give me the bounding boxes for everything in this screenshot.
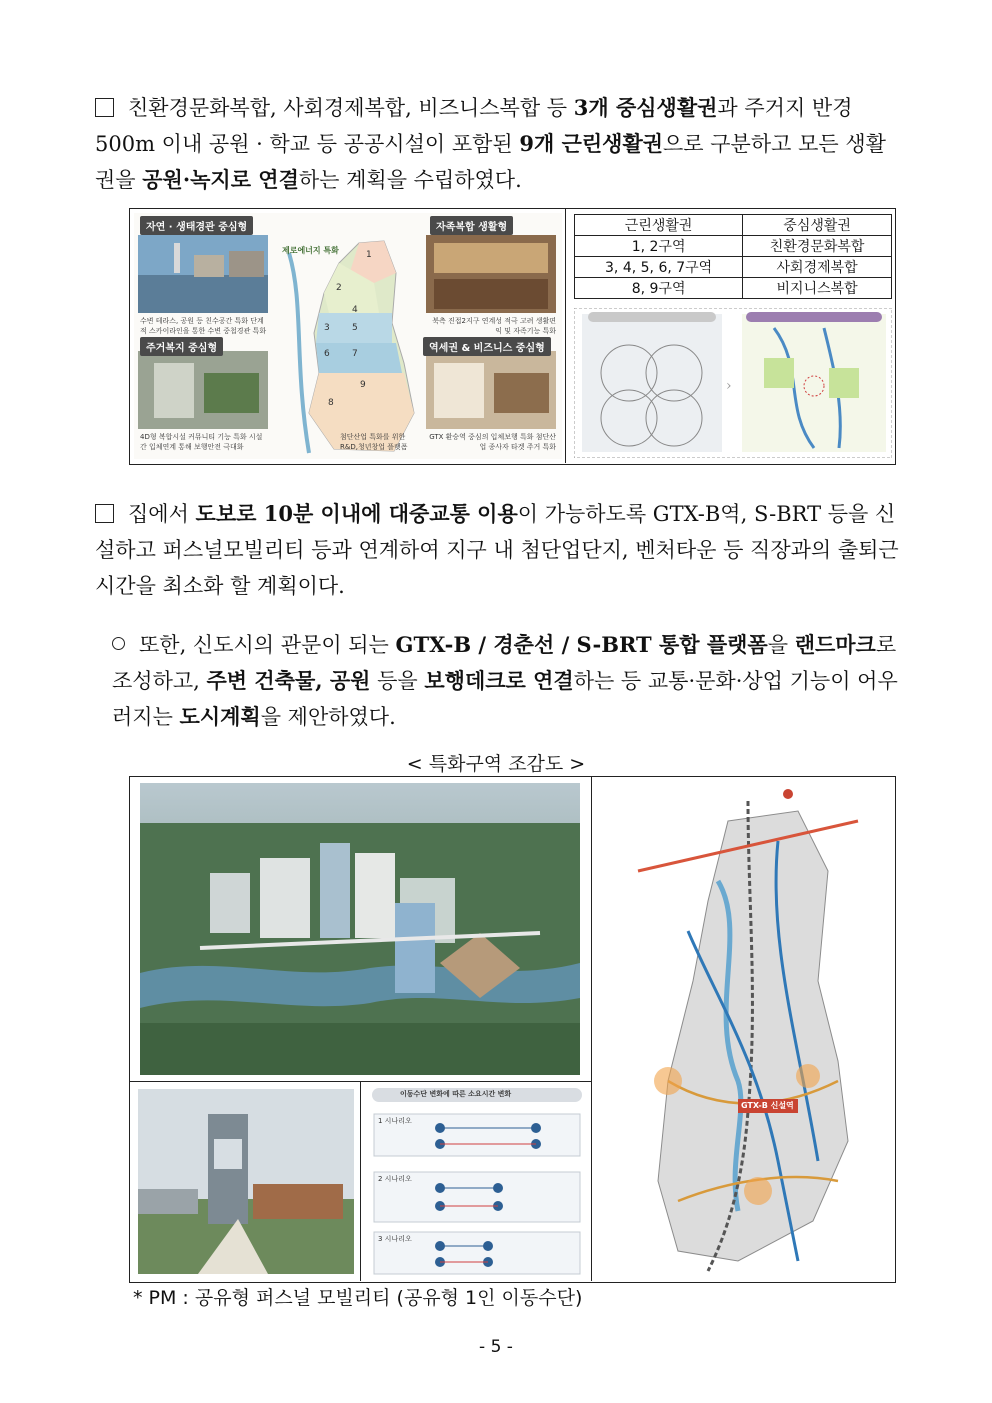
- bold-text: 9개 근린생활권: [519, 131, 664, 156]
- circle-bullet-icon: [112, 637, 125, 650]
- zone-num-2: 2: [336, 283, 342, 293]
- landmark-rendering-image: [138, 1089, 354, 1274]
- table-cell: 1, 2구역: [575, 236, 743, 257]
- bold-text: 공원·녹지로 연결: [142, 167, 299, 192]
- figure-divider: [360, 1081, 361, 1281]
- aerial-rendering-image: [140, 783, 580, 1075]
- desc-station: GTX 환승역 중심의 입체보행 특화 첨단산업 종사자 타겟 주거 특화: [429, 433, 556, 451]
- text: 하는 등 교통·문화·상업 기능이 어우러지는: [112, 669, 898, 729]
- bold-text: 3개 중심생활권: [573, 95, 718, 120]
- figure-divider: [591, 776, 592, 1281]
- table-header: 중심생활권: [743, 215, 892, 236]
- label-hitech: 첨단산업 특화를 위한 R&D,청년창업 플랫폼: [340, 433, 408, 451]
- zone-num-5: 5: [352, 323, 358, 333]
- table-cell: 친환경문화복합: [743, 236, 892, 257]
- table-cell: 8, 9구역: [575, 278, 743, 299]
- text: 등을: [370, 669, 425, 693]
- label-self: 자족복합 생활형: [430, 216, 513, 235]
- bold-text: 주변 건축물, 공원: [206, 668, 371, 693]
- table-row: [575, 236, 892, 257]
- label-resident: 주거복지 중심형: [140, 337, 223, 356]
- label-station: 역세권 & 비즈니스 중심형: [423, 337, 551, 356]
- table-cell: 비지니스복합: [743, 278, 892, 299]
- desc-resident: 4D형 복합시설 커뮤니티 기능 특화 시설간 입체연계 통해 보행안전 극대화: [140, 433, 263, 451]
- bold-text: 도시계획: [179, 704, 261, 729]
- zone-num-6: 6: [324, 349, 330, 359]
- scenario-3-label: 3 시나리오: [378, 1235, 412, 1243]
- text: 또한, 신도시의 관문이 되는: [139, 633, 396, 657]
- figure-caption: < 특화구역 조감도 >: [406, 753, 586, 775]
- transit-map-image: [598, 781, 888, 1276]
- zone-num-7: 7: [352, 349, 358, 359]
- bold-text: 랜드마크: [794, 632, 876, 657]
- zone-table: [574, 214, 892, 299]
- text: 과 주거지 반경 500m 이내 공원 · 학교 등 공공시설이 포함된: [95, 96, 853, 156]
- text: 친환경문화복합, 사회경제복합, 비즈니스복합 등: [128, 96, 574, 120]
- svg-text:›: ›: [726, 378, 732, 394]
- text: 집에서: [128, 502, 196, 526]
- scenario-2-label: 2 시나리오: [378, 1175, 412, 1183]
- text: 이 가능하도록 GTX-B역, S-BRT 등을 신설하고 퍼스널모빌리티 등과 연계하여 지구 내 첨단업단지, 벤처타운 등 직장과의 출퇴근 시간을 최소화 할 계획이다.: [95, 502, 899, 598]
- bold-text: GTX-B / 경춘선 / S-BRT 통합 플랫폼: [395, 632, 768, 657]
- desc-nature: 수변 테라스, 공원 등 친수공간 특화 단계적 스카이라인을 통한 수변 중첩경관 특화: [140, 317, 267, 335]
- text: 을 제안하였다.: [260, 705, 396, 729]
- desc-self: 북측 진접2지구 연계성 적극 고려 생활편익 및 자족기능 특화: [432, 317, 556, 335]
- scenario-1-label: 1 시나리오: [378, 1117, 412, 1125]
- label-zero-energy: 제로에너지 특화: [282, 246, 339, 255]
- text: 으로 구분하고 모든 생활권을: [95, 132, 886, 192]
- table-cell: 3, 4, 5, 6, 7구역: [575, 257, 743, 278]
- zone-num-4: 4: [352, 305, 358, 315]
- bold-text: 도보로 10분 이내에 대중교통 이용: [195, 501, 518, 526]
- zone-num-3: 3: [324, 323, 330, 333]
- page-number: - 5 -: [479, 1337, 513, 1357]
- paragraph-transit: [95, 496, 900, 604]
- table-cell: 사회경제복합: [743, 257, 892, 278]
- checkbox-bullet-icon: [95, 504, 114, 523]
- figure-divider: [565, 208, 566, 463]
- text: 을: [767, 633, 795, 657]
- table-row: [575, 278, 892, 299]
- table-row: [575, 257, 892, 278]
- paragraph-neighborhoods: [95, 90, 900, 198]
- text: 로 조성하고,: [112, 633, 897, 693]
- zone-collage-image: [134, 213, 562, 459]
- text: 하는 계획을 수립하였다.: [298, 168, 522, 192]
- footnote: * PM : 공유형 퍼스널 모빌리티 (공유형 1인 이동수단): [133, 1287, 583, 1309]
- bold-text: 보행데크로 연결: [424, 668, 574, 693]
- paragraph-landmark: [112, 627, 900, 735]
- zone-num-1: 1: [366, 250, 372, 260]
- neighborhood-diagram-image: [574, 308, 892, 458]
- zone-num-8: 8: [328, 398, 334, 408]
- table-header: 근린생활권: [575, 215, 743, 236]
- table-header-row: [575, 215, 892, 236]
- label-nature: 자연 · 생태경관 중심형: [140, 216, 253, 235]
- travel-chart-title: 이동수단 변화에 따른 소요시간 변화: [400, 1090, 512, 1098]
- map-station-label: GTX-B 신설역: [741, 1101, 794, 1110]
- zone-num-9: 9: [360, 380, 366, 390]
- checkbox-bullet-icon: [95, 98, 114, 117]
